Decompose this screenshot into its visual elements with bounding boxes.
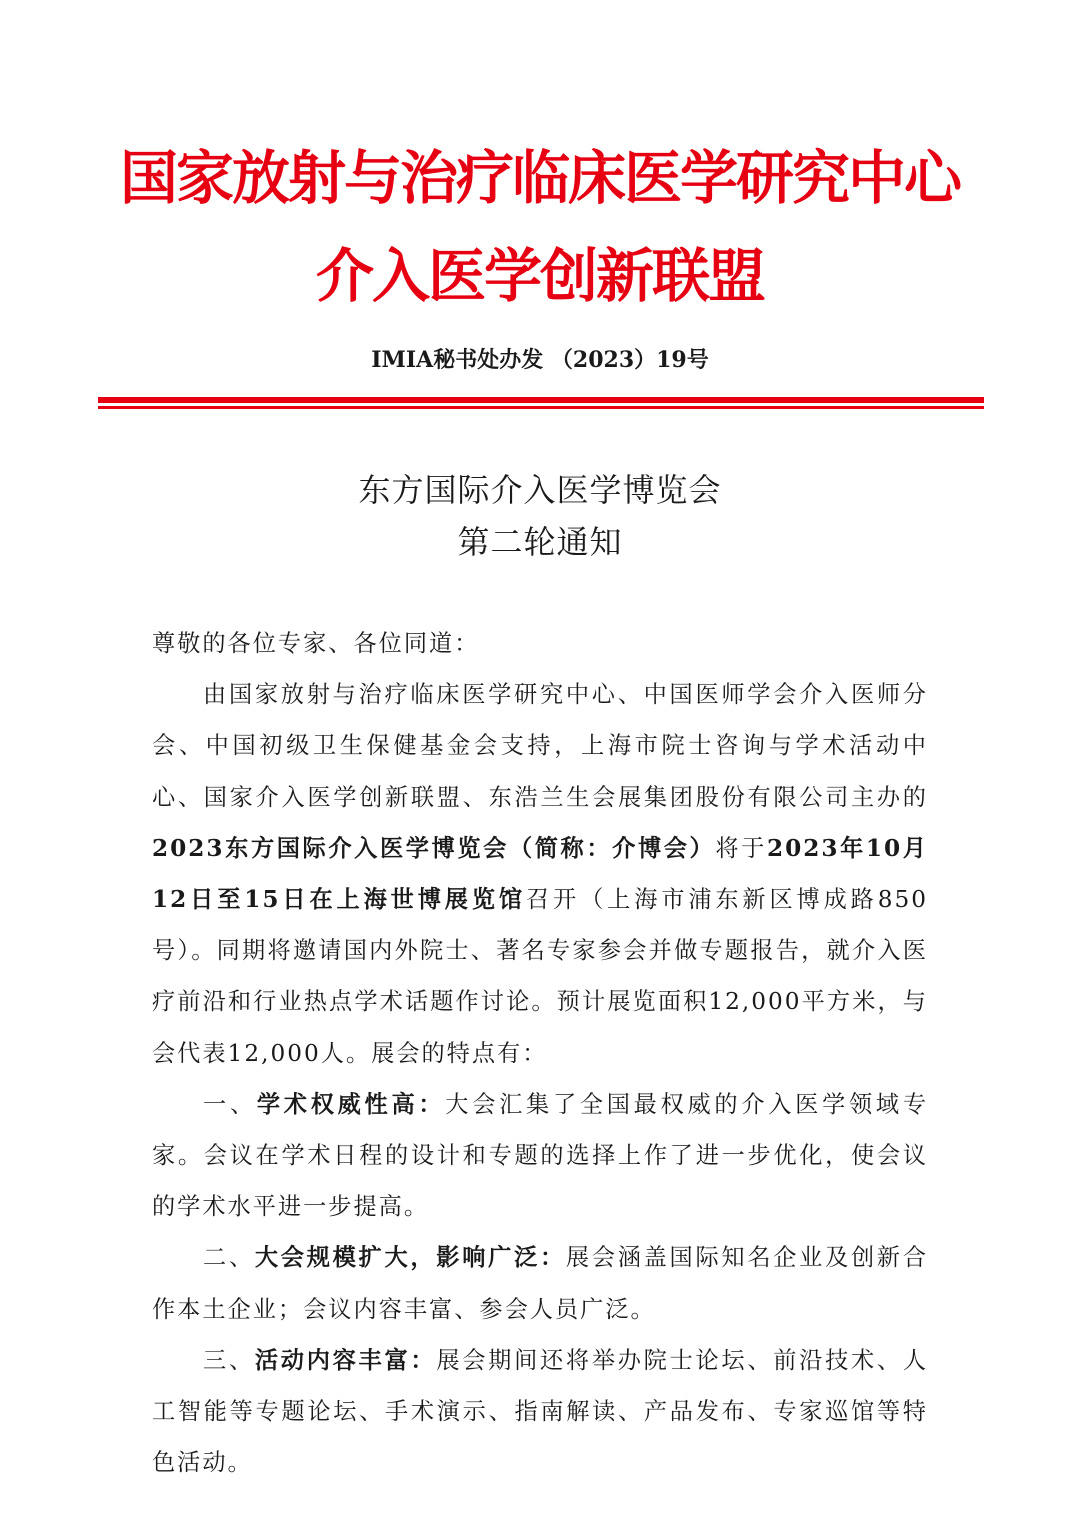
organization-name-line1: 国家放射与治疗临床医学研究中心 — [119, 144, 960, 212]
feature-text: 大会汇集了全国最权威的介入医学领域专家。会议在学术日程的设计和专题的选择上作了进一步优化，使会议的学术水平进一步提高。 — [152, 1090, 929, 1221]
feature-paragraph-3 — [152, 1335, 928, 1489]
notice-subtitle: 第二轮通知 — [457, 523, 623, 561]
feature-heading: 大会规模扩大，影响广泛： — [254, 1244, 566, 1272]
feature-prefix: 二、 — [203, 1244, 255, 1272]
intro-text-3: 召开（上海市浦东新区博成路850号）。同期将邀请国内外院士、著名专家参会并做专题报告，就介入医疗前沿和行业热点学术话题作讨论。预计展览面积12,000平方米，与会代表12,000人。展会的特点有： — [152, 886, 928, 1067]
feature-heading: 学术权威性高： — [256, 1090, 446, 1118]
notice-title: 东方国际介入医学博览会 — [358, 471, 722, 509]
document-number: IMIA秘书处办发 （2023）19号 — [371, 347, 709, 373]
salutation: 尊敬的各位专家、各位同道： — [152, 630, 480, 657]
feature-text: 展会期间还将举办院士论坛、前沿技术、人工智能等专题论坛、手术演示、指南解读、产品发布、专家巡馆等特色活动。 — [152, 1346, 929, 1477]
intro-paragraph — [152, 669, 928, 1079]
feature-prefix: 三、 — [203, 1346, 255, 1374]
feature-prefix: 一、 — [203, 1090, 257, 1118]
header-divider-thin — [98, 406, 984, 409]
feature-paragraph-2 — [152, 1232, 928, 1334]
notice-body — [152, 618, 928, 1488]
expo-name: 2023东方国际介入医学博览会（简称：介博会） — [152, 834, 716, 862]
header-divider-thick — [98, 397, 984, 403]
intro-text-2: 将于 — [715, 834, 767, 862]
expo-date-venue: 2023年10月12日至15日在上海世博展览馆 — [152, 834, 928, 914]
organization-name-line2: 介入医学创新联盟 — [315, 242, 764, 310]
intro-text-1: 由国家放射与治疗临床医学研究中心、中国医师学会介入医师分会、中国初级卫生保健基金会支持，上海市院士咨询与学术活动中心、国家介入医学创新联盟、东浩兰生会展集团股份有限公司主办的 — [152, 681, 928, 811]
feature-text: 展会涵盖国际知名企业及创新合作本土企业；会议内容丰富、参会人员广泛。 — [152, 1244, 929, 1323]
feature-heading: 活动内容丰富： — [254, 1346, 437, 1374]
feature-paragraph-1 — [152, 1079, 928, 1233]
